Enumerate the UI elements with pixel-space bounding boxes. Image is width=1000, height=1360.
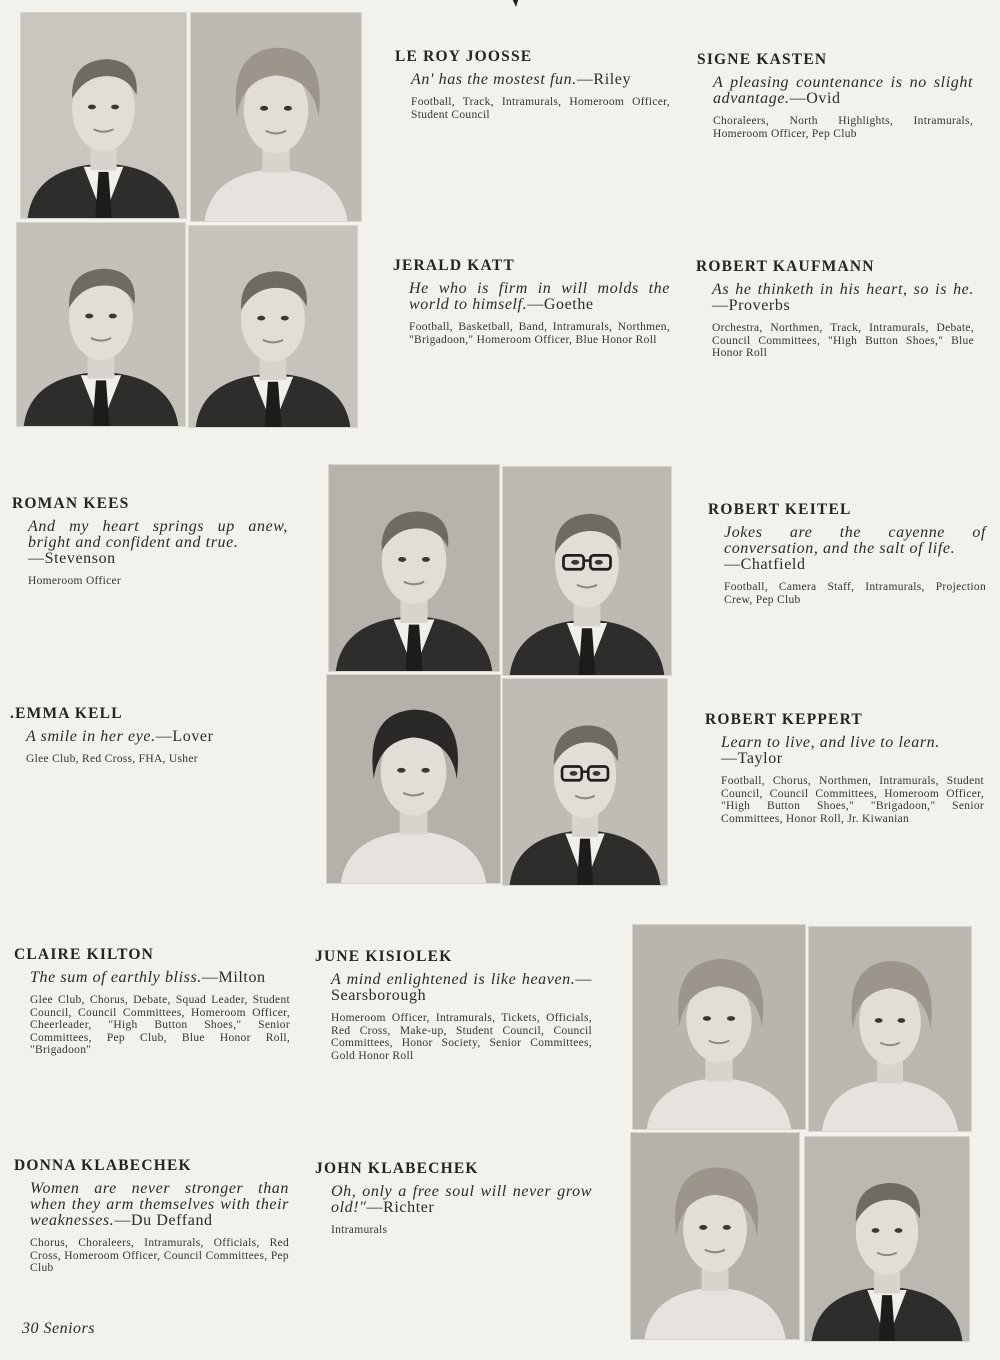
- senior-entry: [12, 495, 288, 588]
- portrait-photo: [630, 1132, 800, 1340]
- portrait-photo: [326, 674, 501, 884]
- quote-author: —Searsborough: [331, 971, 592, 1004]
- senior-name: DONNA KLABECHEK: [14, 1157, 192, 1174]
- quote-text: Women are never stronger than when they arm themselves with their weaknesses.: [30, 1180, 289, 1229]
- portrait-photo: [20, 12, 187, 219]
- portrait-drawing: [191, 13, 361, 221]
- senior-activities: Glee Club, Red Cross, FHA, Usher: [26, 753, 198, 765]
- senior-activities: Intramurals: [331, 1224, 388, 1236]
- quote-author: —Goethe: [527, 296, 594, 313]
- portrait-drawing: [189, 226, 357, 427]
- senior-activities: Orchestra, Northmen, Track, Intramurals, Debate, Council Committees, "High Button Shoes," Blue Honor Roll: [712, 322, 974, 359]
- quote-author: —Milton: [201, 969, 266, 986]
- portrait-drawing: [631, 1133, 799, 1339]
- left-eye: [397, 768, 405, 773]
- senior-activities: Football, Chorus, Northmen, Intramurals, Student Council, Council Committees, Homeroom Officer, "High Button Shoes," "Brigadoon," Senior Committees, Honor Roll, Jr. Kiwanian: [721, 775, 984, 825]
- portrait-drawing: [17, 223, 185, 426]
- senior-name: .EMMA KELL: [10, 705, 123, 722]
- right-eye: [281, 316, 289, 321]
- senior-entry: [14, 1157, 289, 1275]
- senior-activities: Chorus, Choraleers, Intramurals, Officials, Red Cross, Homeroom Officer, Council Committees, Pep Club: [30, 1237, 289, 1274]
- quote-author: —Ovid: [789, 90, 841, 107]
- left-eye: [88, 105, 96, 110]
- quote-text: A mind enlightened is like heaven.: [331, 971, 576, 988]
- portrait-photo: [16, 222, 186, 427]
- right-eye: [727, 1016, 735, 1021]
- senior-activities: Football, Track, Intramurals, Homeroom Officer, Student Council: [411, 96, 670, 121]
- senior-quote: [713, 75, 973, 107]
- portrait-drawing: [503, 679, 667, 885]
- left-eye: [699, 1225, 707, 1230]
- left-eye: [571, 560, 579, 565]
- portrait-drawing: [329, 465, 499, 671]
- senior-quote: [26, 729, 300, 745]
- portrait-photo: [188, 225, 358, 428]
- quote-author: —Riley: [576, 71, 632, 88]
- right-eye: [284, 106, 292, 111]
- senior-entry: [705, 711, 984, 825]
- left-eye: [872, 1228, 880, 1233]
- page-top-glyph: [508, 0, 524, 8]
- portrait-photo: [190, 12, 362, 222]
- senior-entry: [697, 51, 973, 140]
- senior-name: SIGNE KASTEN: [697, 51, 828, 68]
- senior-quote: [721, 735, 984, 767]
- quote-text: An' has the mostest fun.: [411, 71, 577, 88]
- right-eye: [595, 560, 603, 565]
- portrait-photo: [502, 678, 668, 886]
- senior-activities: Homeroom Officer: [28, 575, 122, 587]
- left-eye: [703, 1016, 711, 1021]
- right-eye: [109, 314, 117, 319]
- portrait-photo: [804, 1136, 970, 1342]
- quote-text: The sum of earthly bliss.: [30, 969, 202, 986]
- senior-quote: [724, 525, 986, 573]
- senior-activities: Homeroom Officer, Intramurals, Tickets, Officials, Red Cross, Make-up, Student Council, Council Committees, Honor Society, Senior Committees, Gold Honor Roll: [331, 1012, 592, 1062]
- senior-activities: Football, Camera Staff, Intramurals, Projection Crew, Pep Club: [724, 581, 986, 606]
- portrait-drawing: [633, 925, 805, 1129]
- portrait-drawing: [809, 927, 971, 1131]
- left-eye: [398, 557, 406, 562]
- quote-text: A smile in her eye.: [26, 728, 156, 745]
- senior-name: ROBERT KEPPERT: [705, 711, 863, 728]
- left-eye: [570, 771, 578, 776]
- page-footer: 30 Seniors: [22, 1320, 95, 1337]
- right-eye: [723, 1225, 731, 1230]
- quote-text: He who is firm in will molds the world to himself.: [409, 280, 670, 313]
- senior-entry: [315, 948, 592, 1062]
- senior-entry: [708, 501, 986, 606]
- portrait-photo: [632, 924, 806, 1130]
- senior-entry: [10, 705, 300, 766]
- portrait-drawing: [327, 675, 500, 883]
- quote-author: —Lover: [155, 728, 214, 745]
- quote-text: Learn to live, and live to learn.: [721, 734, 940, 751]
- portrait-drawing: [805, 1137, 969, 1341]
- portrait-drawing: [21, 13, 186, 218]
- quote-text: A pleasing countenance is no slight advantage.: [713, 74, 973, 107]
- right-eye: [111, 105, 119, 110]
- quote-text: Jokes are the cayenne of conversation, and the salt of life.: [724, 524, 986, 557]
- quote-author: —Richter: [366, 1199, 435, 1216]
- quote-author: —Stevenson: [28, 550, 116, 567]
- right-eye: [593, 771, 601, 776]
- senior-entry: [14, 946, 290, 1057]
- quote-text: And my heart springs up anew, bright and confident and true.: [28, 518, 288, 551]
- senior-entry: [696, 258, 974, 360]
- senior-quote: [30, 1181, 289, 1229]
- right-eye: [422, 557, 430, 562]
- senior-quote: [28, 519, 288, 567]
- senior-entry: [315, 1160, 592, 1237]
- senior-activities: Choraleers, North Highlights, Intramurals, Homeroom Officer, Pep Club: [713, 115, 973, 140]
- senior-quote: [712, 282, 974, 314]
- right-eye: [421, 768, 429, 773]
- senior-name: JUNE KISIOLEK: [315, 948, 453, 965]
- portrait-photo: [502, 466, 672, 676]
- portrait-photo: [808, 926, 972, 1132]
- senior-activities: Glee Club, Chorus, Debate, Squad Leader, Student Council, Council Committees, Homeroom Officer, Cheerleader, "High Button Shoes," Senior Committees, Pep Club, Blue Honor Roll, "Brigadoon": [30, 994, 290, 1056]
- senior-quote: [30, 970, 290, 986]
- senior-name: ROMAN KEES: [12, 495, 130, 512]
- quote-text: Oh, only a free soul will never grow old!": [331, 1183, 592, 1216]
- senior-name: JERALD KATT: [393, 257, 515, 274]
- senior-name: LE ROY JOOSSE: [395, 48, 533, 65]
- senior-quote: [331, 1184, 592, 1216]
- quote-author: —Chatfield: [724, 556, 806, 573]
- left-eye: [260, 106, 268, 111]
- left-eye: [875, 1018, 883, 1023]
- portrait-drawing: [503, 467, 671, 675]
- senior-name: JOHN KLABECHEK: [315, 1160, 479, 1177]
- quote-text: As he thinketh in his heart, so is he.: [712, 281, 974, 298]
- senior-name: ROBERT KEITEL: [708, 501, 852, 518]
- senior-name: ROBERT KAUFMANN: [696, 258, 875, 275]
- senior-activities: Football, Basketball, Band, Intramurals, Northmen, "Brigadoon," Homeroom Officer, Blue Honor Roll: [409, 321, 670, 346]
- senior-entry: [395, 48, 670, 121]
- senior-quote: [411, 72, 670, 88]
- senior-entry: [393, 257, 670, 346]
- senior-quote: [331, 972, 592, 1004]
- left-eye: [257, 316, 265, 321]
- right-eye: [897, 1018, 905, 1023]
- quote-author: —Taylor: [721, 750, 783, 767]
- right-eye: [895, 1228, 903, 1233]
- quote-author: —Proverbs: [712, 297, 791, 314]
- senior-name: CLAIRE KILTON: [14, 946, 155, 963]
- left-eye: [85, 314, 93, 319]
- senior-quote: [409, 281, 670, 313]
- portrait-photo: [328, 464, 500, 672]
- quote-author: —Du Deffand: [114, 1212, 213, 1229]
